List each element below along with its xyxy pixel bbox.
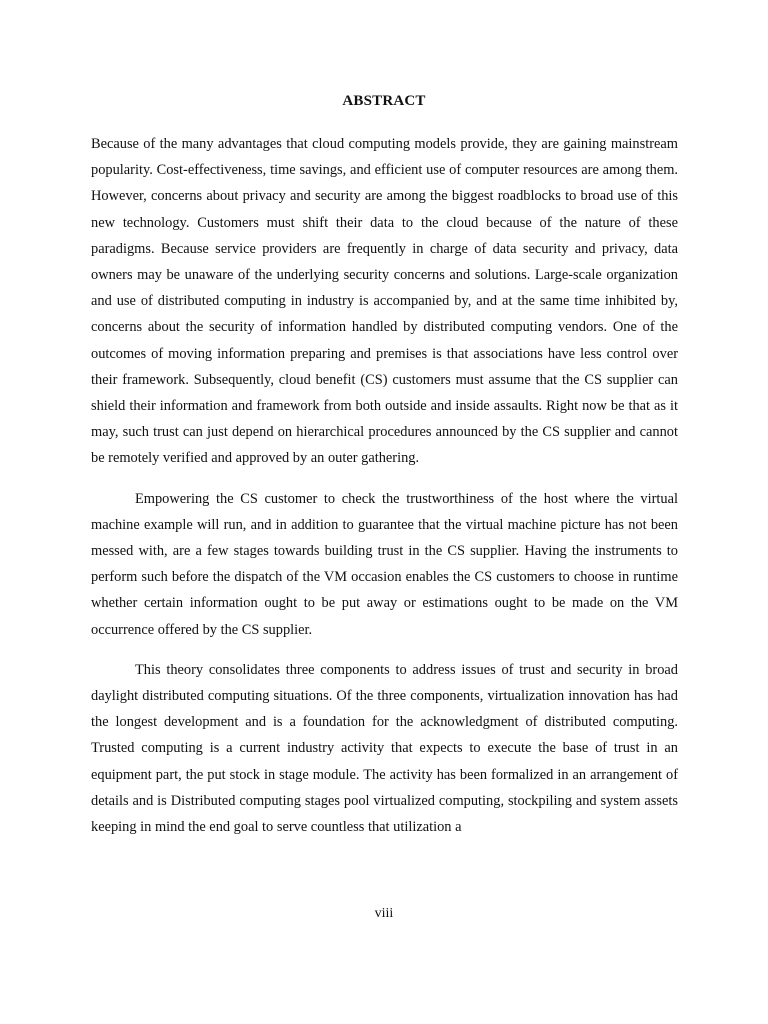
paragraph-1: Because of the many advantages that cloud computing models provide, they are gaining mainstream popularity. Cost-effectiveness, time savings, and efficient use of computer resources are among them. However, concerns about privacy and security are among the biggest roadblocks to broad use of this new technology. Customers must shift their data to the cloud because of the nature of these paradigms. Because service providers are frequently in charge of data security and privacy, data owners may be unaware of the underlying security concerns and solutions. Large-scale organization and use of distributed computing in industry is accompanied by, and at the same time inhibited by, concerns about the security of information handled by distributed computing vendors. One of the outcomes of moving information preparing and premises is that associations have less control over their framework. Subsequently, cloud benefit (CS) customers must assume that the CS supplier can shield their information and framework from both outside and inside assaults. Right now be that as it may, such trust can just depend on hierarchical procedures announced by the CS supplier and cannot be remotely verified and approved by an outer gathering. <box>91 136 678 467</box>
paragraph-2: Empowering the CS customer to check the trustworthiness of the host where the virtual machine example will run, and in addition to guarantee that the virtual machine picture has not been messed with, are a few stages towards building trust in the CS supplier. Having the instruments to perform such before the dispatch of the VM occasion enables the CS customers to choose in runtime whether certain information ought to be put away or estimations ought to be made on the VM occurrence offered by the CS supplier. <box>91 490 678 638</box>
abstract-body <box>91 131 678 840</box>
paragraph-3: This theory consolidates three components to address issues of trust and security in broad daylight distributed computing situations. Of the three components, virtualization innovation has had the longest development and is a foundation for the acknowledgment of distributed computing. Trusted computing is a current industry activity that expects to execute the base of trust in an equipment part, the put stock in stage module. The activity has been formalized in an arrangement of details and is Distributed computing stages pool virtualized computing, stockpiling and system assets keeping in mind the end goal to serve countless that utilization a <box>91 661 678 836</box>
page-number: viii <box>374 906 394 921</box>
page-title: ABSTRACT <box>342 93 426 109</box>
